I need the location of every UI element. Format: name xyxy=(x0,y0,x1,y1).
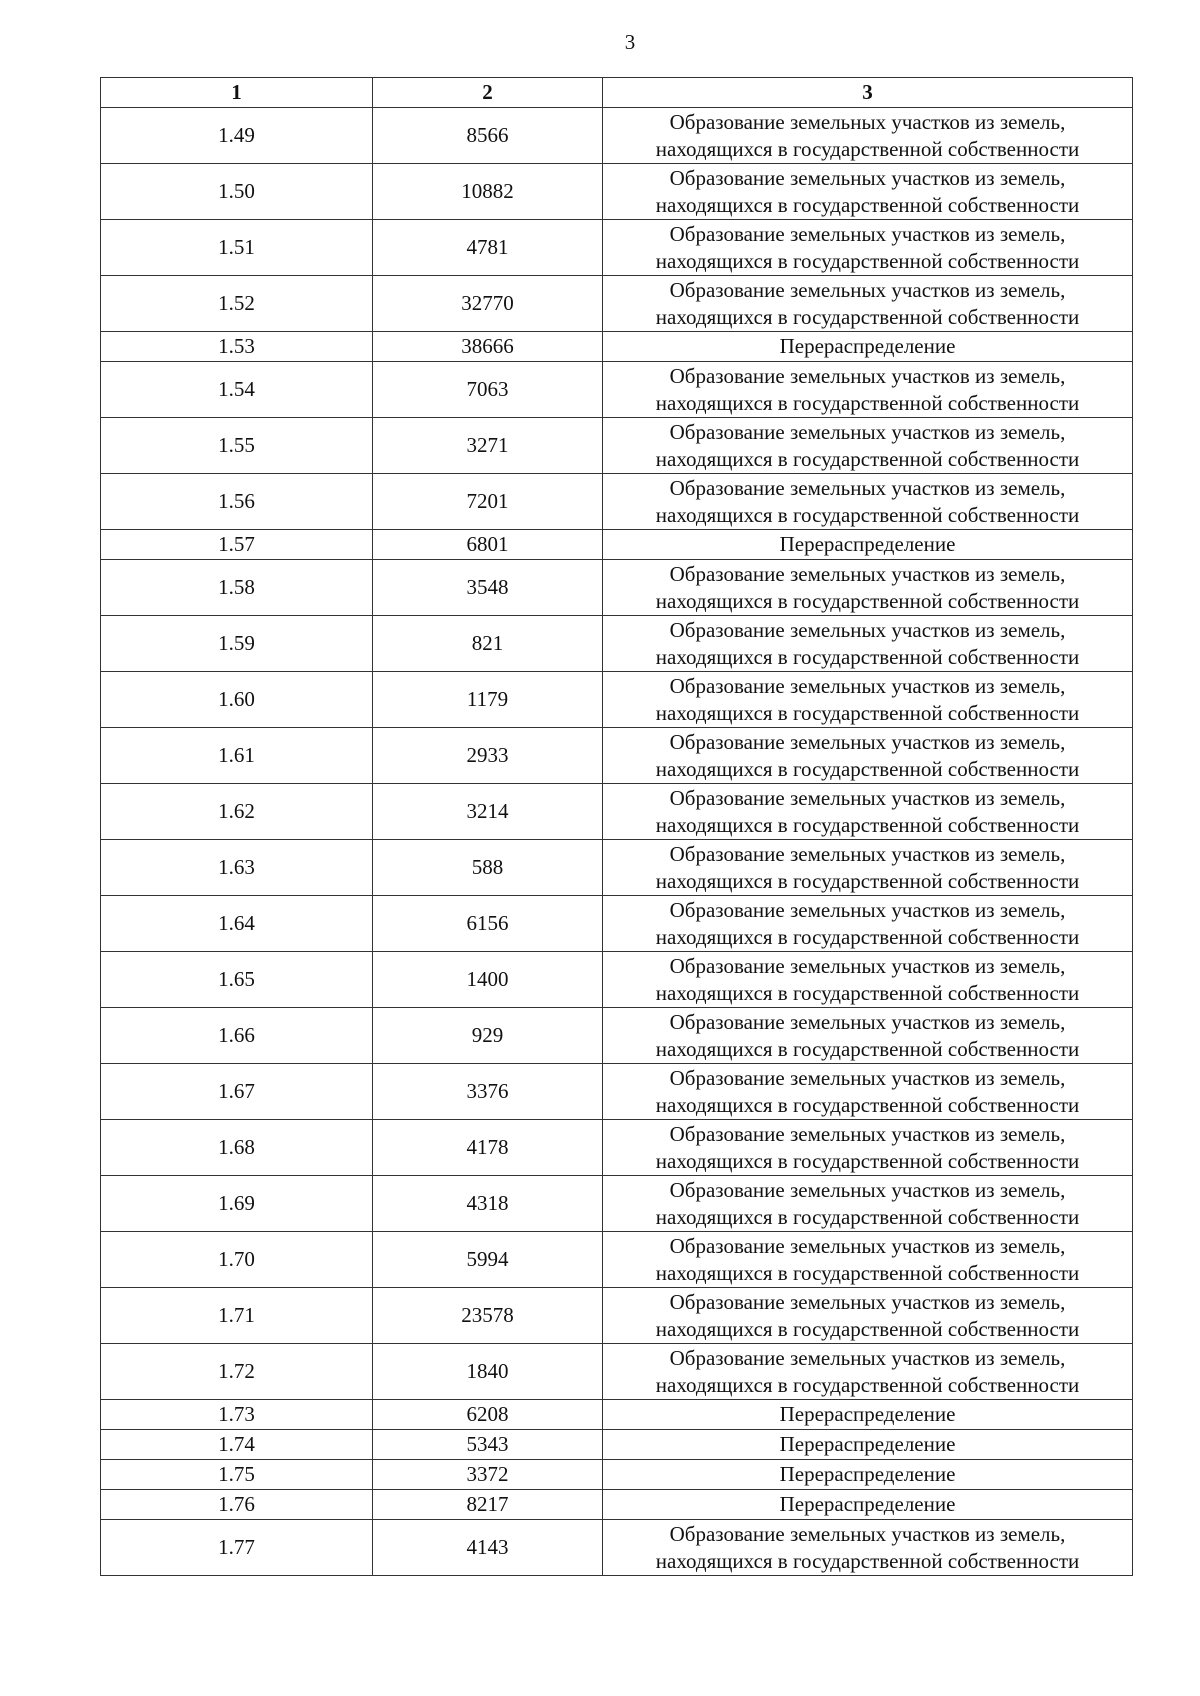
row-number-cell: 1.62 xyxy=(101,784,373,840)
area-cell: 3372 xyxy=(373,1460,603,1490)
description-cell xyxy=(603,1176,1133,1232)
description-cell xyxy=(603,840,1133,896)
row-number-cell: 1.68 xyxy=(101,1120,373,1176)
area-cell: 8566 xyxy=(373,108,603,164)
land-plots-table xyxy=(100,77,1133,1576)
description-line: Образование земельных участков из земель, xyxy=(669,1177,1066,1202)
table-row xyxy=(101,560,1133,616)
row-number-cell: 1.72 xyxy=(101,1344,373,1400)
description-cell xyxy=(603,952,1133,1008)
description-cell xyxy=(603,1064,1133,1120)
description-cell xyxy=(603,1400,1133,1430)
row-number-cell: 1.74 xyxy=(101,1430,373,1460)
description-line: Образование земельных участков из земель, xyxy=(669,785,1066,810)
description-line: Образование земельных участков из земель, xyxy=(669,363,1066,388)
row-number-cell: 1.57 xyxy=(101,530,373,560)
table-row xyxy=(101,896,1133,952)
description-line: находящихся в государственной собственности xyxy=(655,1148,1080,1173)
row-number-cell: 1.70 xyxy=(101,1232,373,1288)
description-line: находящихся в государственной собственности xyxy=(655,390,1080,415)
table-row xyxy=(101,728,1133,784)
column-header-2: 2 xyxy=(373,78,603,108)
area-cell: 5343 xyxy=(373,1430,603,1460)
table-row xyxy=(101,1430,1133,1460)
description-line: находящихся в государственной собственности xyxy=(655,1316,1080,1341)
area-cell: 7063 xyxy=(373,362,603,418)
table-row xyxy=(101,1232,1133,1288)
row-number-cell: 1.63 xyxy=(101,840,373,896)
description-line: находящихся в государственной собственности xyxy=(655,192,1080,217)
description-line: находящихся в государственной собственности xyxy=(655,868,1080,893)
row-number-cell: 1.76 xyxy=(101,1490,373,1520)
area-cell: 588 xyxy=(373,840,603,896)
area-cell: 8217 xyxy=(373,1490,603,1520)
description-line: находящихся в государственной собственности xyxy=(655,812,1080,837)
area-cell: 4178 xyxy=(373,1120,603,1176)
table-row xyxy=(101,672,1133,728)
description-line: Перераспределение xyxy=(779,1432,956,1456)
area-cell: 1179 xyxy=(373,672,603,728)
description-line: находящихся в государственной собственности xyxy=(655,1548,1080,1573)
description-cell xyxy=(603,1460,1133,1490)
description-cell xyxy=(603,616,1133,672)
row-number-cell: 1.50 xyxy=(101,164,373,220)
description-line: Образование земельных участков из земель, xyxy=(669,1289,1066,1314)
description-cell xyxy=(603,728,1133,784)
area-cell: 7201 xyxy=(373,474,603,530)
area-cell: 929 xyxy=(373,1008,603,1064)
area-cell: 4143 xyxy=(373,1520,603,1576)
table-row xyxy=(101,108,1133,164)
area-cell: 1400 xyxy=(373,952,603,1008)
row-number-cell: 1.56 xyxy=(101,474,373,530)
row-number-cell: 1.71 xyxy=(101,1288,373,1344)
description-line: Образование земельных участков из земель, xyxy=(669,1233,1066,1258)
description-line: Образование земельных участков из земель, xyxy=(669,109,1066,134)
area-cell: 4318 xyxy=(373,1176,603,1232)
description-cell xyxy=(603,1520,1133,1576)
description-line: Перераспределение xyxy=(779,532,956,556)
description-line: находящихся в государственной собственности xyxy=(655,700,1080,725)
description-cell xyxy=(603,1430,1133,1460)
table-row xyxy=(101,1344,1133,1400)
description-line: Образование земельных участков из земель, xyxy=(669,1345,1066,1370)
description-cell xyxy=(603,896,1133,952)
area-cell: 10882 xyxy=(373,164,603,220)
area-cell: 3548 xyxy=(373,560,603,616)
description-line: находящихся в государственной собственности xyxy=(655,980,1080,1005)
description-cell xyxy=(603,1288,1133,1344)
table-row xyxy=(101,1120,1133,1176)
table-row xyxy=(101,1400,1133,1430)
description-line: находящихся в государственной собственности xyxy=(655,248,1080,273)
table-row xyxy=(101,418,1133,474)
description-line: Образование земельных участков из земель, xyxy=(669,729,1066,754)
table-row xyxy=(101,1460,1133,1490)
description-line: находящихся в государственной собственности xyxy=(655,1372,1080,1397)
description-line: Перераспределение xyxy=(779,1402,956,1426)
description-line: Образование земельных участков из земель, xyxy=(669,561,1066,586)
description-line: Перераспределение xyxy=(779,334,956,358)
area-cell: 821 xyxy=(373,616,603,672)
description-line: Образование земельных участков из земель, xyxy=(669,953,1066,978)
column-header-1: 1 xyxy=(101,78,373,108)
description-cell xyxy=(603,164,1133,220)
description-line: находящихся в государственной собственности xyxy=(655,644,1080,669)
table-row xyxy=(101,840,1133,896)
table-row xyxy=(101,1288,1133,1344)
table-row xyxy=(101,1008,1133,1064)
row-number-cell: 1.64 xyxy=(101,896,373,952)
table-header-row xyxy=(101,78,1133,108)
table-row xyxy=(101,220,1133,276)
description-line: Перераспределение xyxy=(779,1462,956,1486)
row-number-cell: 1.55 xyxy=(101,418,373,474)
description-line: находящихся в государственной собственности xyxy=(655,1036,1080,1061)
description-line: Образование земельных участков из земель, xyxy=(669,475,1066,500)
area-cell: 3214 xyxy=(373,784,603,840)
description-line: Образование земельных участков из земель, xyxy=(669,673,1066,698)
description-cell xyxy=(603,108,1133,164)
row-number-cell: 1.61 xyxy=(101,728,373,784)
row-number-cell: 1.52 xyxy=(101,276,373,332)
area-cell: 23578 xyxy=(373,1288,603,1344)
row-number-cell: 1.49 xyxy=(101,108,373,164)
description-line: Образование земельных участков из земель, xyxy=(669,1065,1066,1090)
area-cell: 4781 xyxy=(373,220,603,276)
description-line: Образование земельных участков из земель, xyxy=(669,617,1066,642)
table-row xyxy=(101,1064,1133,1120)
row-number-cell: 1.66 xyxy=(101,1008,373,1064)
description-cell xyxy=(603,220,1133,276)
row-number-cell: 1.77 xyxy=(101,1520,373,1576)
table-row xyxy=(101,1520,1133,1576)
table-row xyxy=(101,1176,1133,1232)
table-row xyxy=(101,616,1133,672)
description-line: находящихся в государственной собственности xyxy=(655,588,1080,613)
table-row xyxy=(101,530,1133,560)
description-cell xyxy=(603,1120,1133,1176)
area-cell: 6801 xyxy=(373,530,603,560)
table-row xyxy=(101,362,1133,418)
row-number-cell: 1.51 xyxy=(101,220,373,276)
row-number-cell: 1.54 xyxy=(101,362,373,418)
description-line: находящихся в государственной собственности xyxy=(655,1260,1080,1285)
area-cell: 3271 xyxy=(373,418,603,474)
description-line: Образование земельных участков из земель, xyxy=(669,897,1066,922)
table-row xyxy=(101,332,1133,362)
area-cell: 2933 xyxy=(373,728,603,784)
description-line: находящихся в государственной собственности xyxy=(655,1092,1080,1117)
description-line: Перераспределение xyxy=(779,1492,956,1516)
row-number-cell: 1.65 xyxy=(101,952,373,1008)
table-row xyxy=(101,474,1133,530)
row-number-cell: 1.73 xyxy=(101,1400,373,1430)
description-cell xyxy=(603,1008,1133,1064)
column-header-3: 3 xyxy=(603,78,1133,108)
row-number-cell: 1.58 xyxy=(101,560,373,616)
table-row xyxy=(101,784,1133,840)
description-cell xyxy=(603,672,1133,728)
description-cell xyxy=(603,1232,1133,1288)
description-line: Образование земельных участков из земель, xyxy=(669,1521,1066,1546)
description-line: находящихся в государственной собственности xyxy=(655,924,1080,949)
description-cell xyxy=(603,362,1133,418)
table-row xyxy=(101,164,1133,220)
page-number: 3 xyxy=(624,30,636,54)
table-row xyxy=(101,952,1133,1008)
description-cell xyxy=(603,1344,1133,1400)
description-line: находящихся в государственной собственности xyxy=(655,1204,1080,1229)
description-line: находящихся в государственной собственности xyxy=(655,136,1080,161)
area-cell: 5994 xyxy=(373,1232,603,1288)
table-body xyxy=(101,108,1133,1576)
row-number-cell: 1.69 xyxy=(101,1176,373,1232)
description-cell xyxy=(603,474,1133,530)
description-cell xyxy=(603,418,1133,474)
description-cell xyxy=(603,530,1133,560)
description-line: находящихся в государственной собственности xyxy=(655,304,1080,329)
table-row xyxy=(101,1490,1133,1520)
row-number-cell: 1.67 xyxy=(101,1064,373,1120)
description-cell xyxy=(603,784,1133,840)
description-line: Образование земельных участков из земель, xyxy=(669,277,1066,302)
area-cell: 1840 xyxy=(373,1344,603,1400)
description-line: Образование земельных участков из земель, xyxy=(669,419,1066,444)
description-cell xyxy=(603,332,1133,362)
row-number-cell: 1.53 xyxy=(101,332,373,362)
area-cell: 6208 xyxy=(373,1400,603,1430)
area-cell: 32770 xyxy=(373,276,603,332)
description-cell xyxy=(603,276,1133,332)
row-number-cell: 1.75 xyxy=(101,1460,373,1490)
description-cell xyxy=(603,1490,1133,1520)
area-cell: 3376 xyxy=(373,1064,603,1120)
description-line: Образование земельных участков из земель, xyxy=(669,1009,1066,1034)
description-line: Образование земельных участков из земель, xyxy=(669,841,1066,866)
description-line: находящихся в государственной собственности xyxy=(655,756,1080,781)
description-line: находящихся в государственной собственности xyxy=(655,502,1080,527)
row-number-cell: 1.59 xyxy=(101,616,373,672)
description-line: находящихся в государственной собственности xyxy=(655,446,1080,471)
table-row xyxy=(101,276,1133,332)
area-cell: 38666 xyxy=(373,332,603,362)
description-line: Образование земельных участков из земель, xyxy=(669,221,1066,246)
row-number-cell: 1.60 xyxy=(101,672,373,728)
description-line: Образование земельных участков из земель, xyxy=(669,1121,1066,1146)
area-cell: 6156 xyxy=(373,896,603,952)
description-line: Образование земельных участков из земель, xyxy=(669,165,1066,190)
description-cell xyxy=(603,560,1133,616)
